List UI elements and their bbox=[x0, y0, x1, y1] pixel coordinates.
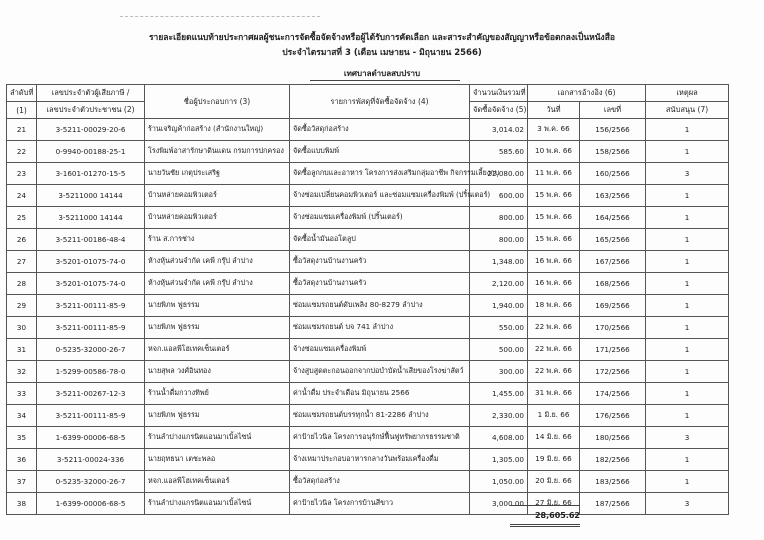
row-seq: 23 bbox=[7, 163, 37, 185]
col-ref-header: เอกสารอ้างอิง (6) bbox=[528, 85, 646, 102]
table-row bbox=[7, 163, 729, 185]
organization-name: เทศบาลตำบลสบปราบ bbox=[343, 69, 421, 78]
row-amount: 550.00 bbox=[470, 317, 528, 339]
row-vendor: ห้างหุ้นส่วนจำกัด เคพี กรุ๊ป ลำปาง bbox=[145, 273, 290, 295]
row-doc-no: 187/2566 bbox=[580, 493, 646, 515]
row-amount: 800.00 bbox=[470, 229, 528, 251]
row-reason: 1 bbox=[646, 207, 729, 229]
row-doc-no: 163/2566 bbox=[580, 185, 646, 207]
col-seq-header: ลำดับที่ bbox=[7, 85, 37, 102]
row-seq: 29 bbox=[7, 295, 37, 317]
row-seq: 21 bbox=[7, 119, 37, 141]
col-reason-header-2: สนับสนุน (7) bbox=[646, 102, 729, 119]
row-amount: 1,455.00 bbox=[470, 383, 528, 405]
row-taxid: 3-5211-00024-336 bbox=[37, 449, 145, 471]
total-rule-double bbox=[510, 526, 580, 527]
row-item: ซ่อมแซมรถยนต์ บจ 741 ลำปาง bbox=[290, 317, 470, 339]
row-date: 20 มิ.ย. 66 bbox=[528, 471, 580, 493]
row-doc-no: 170/2566 bbox=[580, 317, 646, 339]
table-body bbox=[7, 119, 729, 515]
row-reason: 3 bbox=[646, 427, 729, 449]
table-row bbox=[7, 207, 729, 229]
row-taxid: 3-5211000 14144 bbox=[37, 207, 145, 229]
row-reason: 1 bbox=[646, 383, 729, 405]
row-seq: 27 bbox=[7, 251, 37, 273]
row-seq: 26 bbox=[7, 229, 37, 251]
row-seq: 28 bbox=[7, 273, 37, 295]
header-row-1 bbox=[7, 85, 729, 102]
row-item: ซื้อวัสดุงานบ้านงานครัว bbox=[290, 273, 470, 295]
row-seq: 37 bbox=[7, 471, 37, 493]
row-date: 22 พ.ค. 66 bbox=[528, 339, 580, 361]
row-amount: 2,330.00 bbox=[470, 405, 528, 427]
row-amount: 3,000.00 bbox=[470, 493, 528, 515]
row-item: จ้างสูบสูดตะกอนออกจากบ่อบำบัดน้ำเสียของโรงฆ่าสัตว์ bbox=[290, 361, 470, 383]
row-reason: 1 bbox=[646, 119, 729, 141]
col-amount-header-2: จัดซื้อจัดจ้าง (5) bbox=[470, 102, 528, 119]
table-row bbox=[7, 361, 729, 383]
row-vendor: ร้าน ส.การช่าง bbox=[145, 229, 290, 251]
row-reason: 1 bbox=[646, 339, 729, 361]
row-date: 18 พ.ค. 66 bbox=[528, 295, 580, 317]
row-vendor: บ้านหล่ายคอมพิวเตอร์ bbox=[145, 185, 290, 207]
col-vendor-header: ชื่อผู้ประกอบการ (3) bbox=[145, 85, 290, 119]
row-seq: 25 bbox=[7, 207, 37, 229]
col-item-header: รายการพัสดุที่จัดซื้อจัดจ้าง (4) bbox=[290, 85, 470, 119]
row-amount: 2,120.00 bbox=[470, 273, 528, 295]
row-doc-no: 176/2566 bbox=[580, 405, 646, 427]
row-vendor: นายพิภพ ฟูธรรม bbox=[145, 295, 290, 317]
row-vendor: โรงพิมพ์อาสารักษาดินแดน กรมการปกครอง bbox=[145, 141, 290, 163]
table-row bbox=[7, 141, 729, 163]
table-row bbox=[7, 493, 729, 515]
row-taxid: 3-1601-01270-15-5 bbox=[37, 163, 145, 185]
scan-artifact-line bbox=[120, 16, 320, 17]
row-taxid: 3-5211-00111-85-9 bbox=[37, 295, 145, 317]
row-seq: 31 bbox=[7, 339, 37, 361]
row-item: ซื้อวัสดุงานบ้านงานครัว bbox=[290, 251, 470, 273]
row-doc-no: 164/2566 bbox=[580, 207, 646, 229]
document-title: รายละเอียดแนบท้ายประกาศผลผู้ชนะการจัดซื้อจัดจ้างหรือผู้ได้รับการคัดเลือก และสาระสำคัญของสัญญาหรือข้อตกลงเป็นหนังสือ bbox=[148, 33, 616, 43]
row-item: จ้างซ่อมเปลี่ยนคอมพิวเตอร์ และซ่อมแซมเครื่องพิมพ์ (ปริ้นเตอร์) bbox=[290, 185, 470, 207]
row-item: ค่าน้ำดื่ม ประจำเดือน มิถุนายน 2566 bbox=[290, 383, 470, 405]
row-amount: 1,305.00 bbox=[470, 449, 528, 471]
row-reason: 1 bbox=[646, 405, 729, 427]
row-reason: 1 bbox=[646, 317, 729, 339]
row-seq: 22 bbox=[7, 141, 37, 163]
row-taxid: 0-5235-32000-26-7 bbox=[37, 339, 145, 361]
row-seq: 35 bbox=[7, 427, 37, 449]
total-amount: 28,605.62 bbox=[534, 511, 580, 520]
row-date: 11 พ.ค. 66 bbox=[528, 163, 580, 185]
row-item: ซ่อมแซมรถยนต์ดับเพลิง 80-8279 ลำปาง bbox=[290, 295, 470, 317]
row-amount: 22,080.00 bbox=[470, 163, 528, 185]
col-taxid-header: เลขประจำตัวผู้เสียภาษี / bbox=[37, 85, 145, 102]
row-vendor: ร้านน้ำดื่มกวางทิพย์ bbox=[145, 383, 290, 405]
row-reason: 1 bbox=[646, 251, 729, 273]
row-doc-no: 183/2566 bbox=[580, 471, 646, 493]
row-doc-no: 174/2566 bbox=[580, 383, 646, 405]
table-row bbox=[7, 449, 729, 471]
table-row bbox=[7, 251, 729, 273]
row-item: จ้างซ่อมแซมเครื่องพิมพ์ bbox=[290, 339, 470, 361]
row-date: 10 พ.ค. 66 bbox=[528, 141, 580, 163]
row-seq: 34 bbox=[7, 405, 37, 427]
organization-underline bbox=[310, 80, 460, 81]
row-taxid: 3-5211-00267-12-3 bbox=[37, 383, 145, 405]
total-rule-top bbox=[510, 505, 580, 506]
row-seq: 32 bbox=[7, 361, 37, 383]
row-date: 27 มิ.ย. 66 bbox=[528, 493, 580, 515]
row-vendor: นายวันชัย เกตุประเสริฐ bbox=[145, 163, 290, 185]
row-date: 15 พ.ค. 66 bbox=[528, 207, 580, 229]
row-amount: 1,348.00 bbox=[470, 251, 528, 273]
row-date: 14 มิ.ย. 66 bbox=[528, 427, 580, 449]
col-reason-header: เหตุผล bbox=[646, 85, 729, 102]
row-item: ค่าป้ายไวนิล โครงการอนุรักษ์ฟื้นฟูทรัพยากรธรรมชาติ bbox=[290, 427, 470, 449]
row-taxid: 1-6399-00006-68-5 bbox=[37, 493, 145, 515]
row-amount: 500.00 bbox=[470, 339, 528, 361]
row-doc-no: 167/2566 bbox=[580, 251, 646, 273]
table-row bbox=[7, 229, 729, 251]
row-vendor: นายพิภพ ฟูธรรม bbox=[145, 405, 290, 427]
row-doc-no: 168/2566 bbox=[580, 273, 646, 295]
row-item: จ้างเหมาประกอบอาหารกลางวันพร้อมเครื่องดื่ม bbox=[290, 449, 470, 471]
row-vendor: นายพิภพ ฟูธรรม bbox=[145, 317, 290, 339]
row-doc-no: 158/2566 bbox=[580, 141, 646, 163]
row-item: จ้างซ่อมแซมเครื่องพิมพ์ (ปริ้นเตอร์) bbox=[290, 207, 470, 229]
total-rule-bottom bbox=[510, 524, 580, 525]
table-row bbox=[7, 273, 729, 295]
row-reason: 1 bbox=[646, 471, 729, 493]
table-row bbox=[7, 471, 729, 493]
row-reason: 3 bbox=[646, 163, 729, 185]
row-taxid: 0-9940-00188-25-1 bbox=[37, 141, 145, 163]
row-vendor: นายสุพล วงศ์อินทอง bbox=[145, 361, 290, 383]
col-amount-header: จำนวนเงินรวมที่ bbox=[470, 85, 528, 102]
row-vendor: บ้านหล่ายคอมพิวเตอร์ bbox=[145, 207, 290, 229]
row-vendor: หจก.แอลพีโฮเทคเซ็นเตอร์ bbox=[145, 471, 290, 493]
row-date: 16 พ.ค. 66 bbox=[528, 273, 580, 295]
table-row bbox=[7, 185, 729, 207]
row-vendor: ห้างหุ้นส่วนจำกัด เคพี กรุ๊ป ลำปาง bbox=[145, 251, 290, 273]
table-row bbox=[7, 119, 729, 141]
col-date-header: วันที่ bbox=[528, 102, 580, 119]
table-row bbox=[7, 405, 729, 427]
row-amount: 3,014.02 bbox=[470, 119, 528, 141]
row-seq: 36 bbox=[7, 449, 37, 471]
row-reason: 1 bbox=[646, 361, 729, 383]
row-seq: 30 bbox=[7, 317, 37, 339]
row-date: 22 พ.ค. 66 bbox=[528, 361, 580, 383]
col-no-header: เลขที่ bbox=[580, 102, 646, 119]
row-taxid: 3-5211-00029-20-6 bbox=[37, 119, 145, 141]
row-date: 16 พ.ค. 66 bbox=[528, 251, 580, 273]
row-seq: 33 bbox=[7, 383, 37, 405]
col-taxid-header-2: เลขประจำตัวประชาชน (2) bbox=[37, 102, 145, 119]
row-reason: 3 bbox=[646, 493, 729, 515]
row-date: 19 มิ.ย. 66 bbox=[528, 449, 580, 471]
row-item: ค่าป้ายไวนิล โครงการบ้านสีขาว bbox=[290, 493, 470, 515]
row-taxid: 3-5211-00111-85-9 bbox=[37, 317, 145, 339]
row-amount: 585.60 bbox=[470, 141, 528, 163]
row-reason: 1 bbox=[646, 273, 729, 295]
row-doc-no: 172/2566 bbox=[580, 361, 646, 383]
document-period: ประจำไตรมาสที่ 3 (เดือน เมษายน - มิถุนายน 2566) bbox=[282, 48, 482, 58]
row-vendor: ร้านลำปางแกรนิตแอนมาเบิ้ลไซน์ bbox=[145, 493, 290, 515]
row-reason: 1 bbox=[646, 229, 729, 251]
row-seq: 38 bbox=[7, 493, 37, 515]
row-reason: 1 bbox=[646, 449, 729, 471]
table-row bbox=[7, 339, 729, 361]
row-taxid: 1-5299-00586-78-0 bbox=[37, 361, 145, 383]
row-date: 15 พ.ค. 66 bbox=[528, 229, 580, 251]
row-date: 22 พ.ค. 66 bbox=[528, 317, 580, 339]
table-row bbox=[7, 427, 729, 449]
row-amount: 4,608.00 bbox=[470, 427, 528, 449]
row-doc-no: 160/2566 bbox=[580, 163, 646, 185]
row-item: ซื้อวัสดุก่อสร้าง bbox=[290, 471, 470, 493]
row-reason: 1 bbox=[646, 295, 729, 317]
procurement-table bbox=[6, 84, 729, 515]
row-vendor: ร้านเจริญค้าก่อสร้าง (สำนักงานใหญ่) bbox=[145, 119, 290, 141]
row-vendor: ร้านลำปางแกรนิตแอนมาเบิ้ลไซน์ bbox=[145, 427, 290, 449]
row-taxid: 1-6399-00006-68-5 bbox=[37, 427, 145, 449]
row-amount: 300.00 bbox=[470, 361, 528, 383]
row-amount: 800.00 bbox=[470, 207, 528, 229]
table-row bbox=[7, 295, 729, 317]
row-item: จัดซื้อวัสดุก่อสร้าง bbox=[290, 119, 470, 141]
row-doc-no: 182/2566 bbox=[580, 449, 646, 471]
row-reason: 1 bbox=[646, 141, 729, 163]
row-doc-no: 180/2566 bbox=[580, 427, 646, 449]
row-item: จัดซื้อแบบพิมพ์ bbox=[290, 141, 470, 163]
row-vendor: นายฤทธนา เตชะพลอ bbox=[145, 449, 290, 471]
table-row bbox=[7, 317, 729, 339]
row-item: ซ่อมแซมรถยนต์บรรทุกน้ำ 81-2286 ลำปาง bbox=[290, 405, 470, 427]
row-amount: 1,940.00 bbox=[470, 295, 528, 317]
row-doc-no: 169/2566 bbox=[580, 295, 646, 317]
table-row bbox=[7, 383, 729, 405]
row-date: 31 พ.ค. 66 bbox=[528, 383, 580, 405]
row-taxid: 3-5211-00186-48-4 bbox=[37, 229, 145, 251]
row-amount: 600.00 bbox=[470, 185, 528, 207]
row-item: จัดซื้อน้ำมันออโตลูป bbox=[290, 229, 470, 251]
row-doc-no: 156/2566 bbox=[580, 119, 646, 141]
row-doc-no: 165/2566 bbox=[580, 229, 646, 251]
row-seq: 24 bbox=[7, 185, 37, 207]
row-doc-no: 171/2566 bbox=[580, 339, 646, 361]
row-taxid: 3-5211000 14144 bbox=[37, 185, 145, 207]
row-vendor: หจก.แอลพีโฮเทคเซ็นเตอร์ bbox=[145, 339, 290, 361]
row-date: 1 มิ.ย. 66 bbox=[528, 405, 580, 427]
row-date: 3 พ.ค. 66 bbox=[528, 119, 580, 141]
row-item: จัดซื้อลูกกบและอาหาร โครงการส่งเสริมกลุ่มอาชีพ กิจกรรมเลี้ยงกบ bbox=[290, 163, 470, 185]
row-taxid: 0-5235-32000-26-7 bbox=[37, 471, 145, 493]
row-date: 15 พ.ค. 66 bbox=[528, 185, 580, 207]
row-taxid: 3-5201-01075-74-0 bbox=[37, 273, 145, 295]
row-amount: 1,050.00 bbox=[470, 471, 528, 493]
row-reason: 1 bbox=[646, 185, 729, 207]
row-taxid: 3-5211-00111-85-9 bbox=[37, 405, 145, 427]
col-seq-num: (1) bbox=[7, 102, 37, 119]
row-taxid: 3-5201-01075-74-0 bbox=[37, 251, 145, 273]
